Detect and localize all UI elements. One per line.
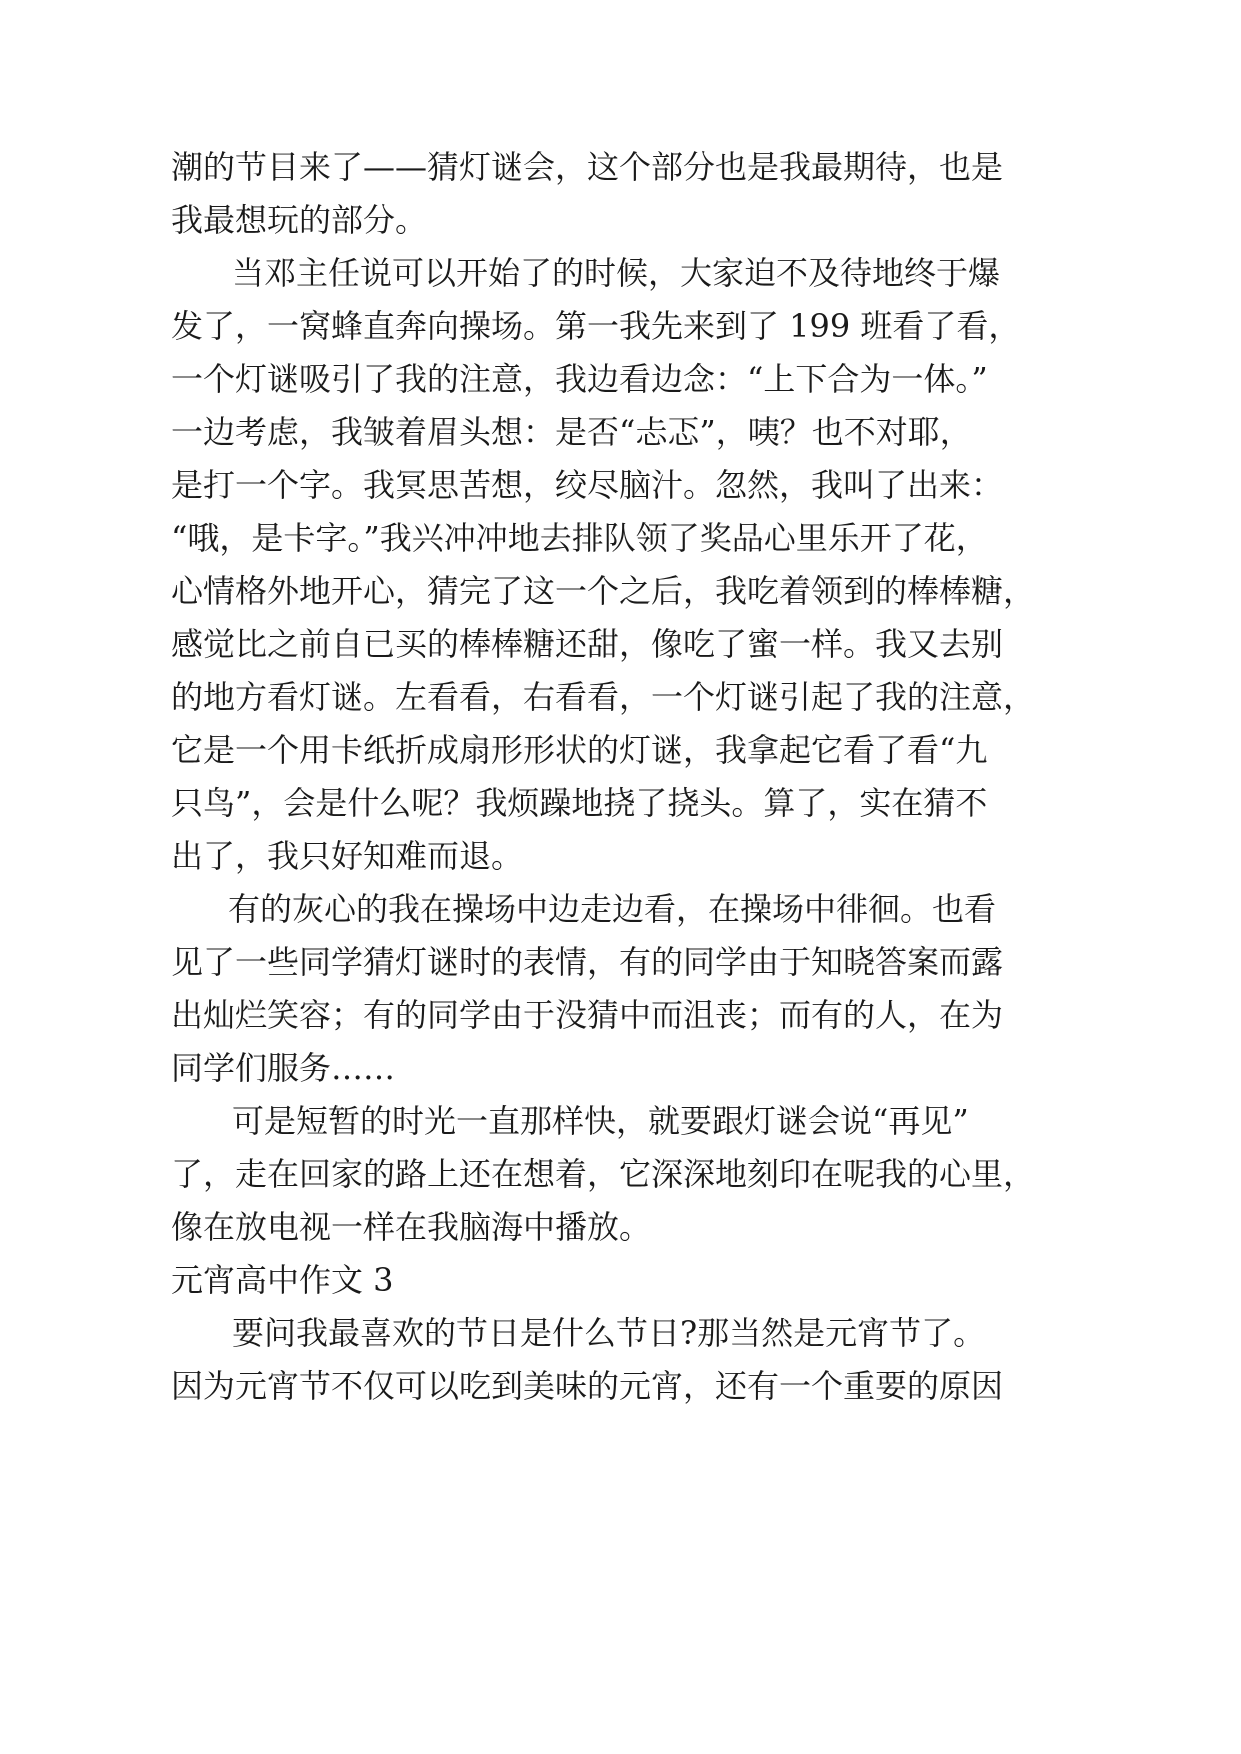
text-line: 它是一个用卡纸折成扇形形状的灯谜，我拿起它看了看“九	[171, 731, 988, 769]
text-line: 出灿烂笑容；有的同学由于没猜中而沮丧；而有的人，在为	[171, 996, 1004, 1034]
text-line: 潮的节目来了——猜灯谜会，这个部分也是我最期待，也是	[171, 148, 1004, 186]
text-line: 当邓主任说可以开始了的时候，大家迫不及待地终于爆	[232, 254, 1001, 292]
text-line: 因为元宵节不仅可以吃到美味的元宵，还有一个重要的原因	[171, 1367, 1004, 1405]
text-line: 一边考虑，我皱着眉头想：是否“忐忑”，咦？也不对耶，	[171, 413, 972, 451]
text-line: 我最想玩的部分。	[171, 201, 428, 239]
text-line: 出了，我只好知难而退。	[171, 837, 524, 875]
text-line: 可是短暂的时光一直那样快，就要跟灯谜会说“再见”	[232, 1102, 969, 1140]
text-line: 只鸟”，会是什么呢？我烦躁地挠了挠头。算了，实在猜不	[171, 784, 988, 822]
text-line: “哦，是卡字。”我兴冲冲地去排队领了奖品心里乐开了花，	[171, 519, 988, 557]
section-heading: 元宵高中作文 3	[171, 1261, 394, 1299]
text-line: 要问我最喜欢的节日是什么节日?那当然是元宵节了。	[232, 1314, 986, 1352]
text-line: 感觉比之前自已买的棒棒糖还甜，像吃了蜜一样。我又去别	[171, 625, 1004, 663]
text-line: 一个灯谜吸引了我的注意，我边看边念：“上下合为一体。”	[171, 360, 988, 398]
text-line: 见了一些同学猜灯谜时的表情，有的同学由于知晓答案而露	[171, 943, 1004, 981]
text-line: 像在放电视一样在我脑海中播放。	[171, 1208, 652, 1246]
text-line: 了，走在回家的路上还在想着，它深深地刻印在呢我的心里，	[171, 1155, 1036, 1193]
text-line: 有的灰心的我在操场中边走边看，在操场中徘徊。也看	[228, 890, 997, 928]
text-line: 发了，一窝蜂直奔向操场。第一我先来到了 199 班看了看，	[171, 307, 1021, 345]
text-line: 是打一个字。我冥思苦想，绞尽脑汁。忽然，我叫了出来：	[171, 466, 1004, 504]
text-line: 同学们服务……	[171, 1049, 396, 1087]
text-line: 的地方看灯谜。左看看，右看看，一个灯谜引起了我的注意，	[171, 678, 1036, 716]
text-line: 心情格外地开心，猜完了这一个之后，我吃着领到的棒棒糖，	[171, 572, 1036, 610]
